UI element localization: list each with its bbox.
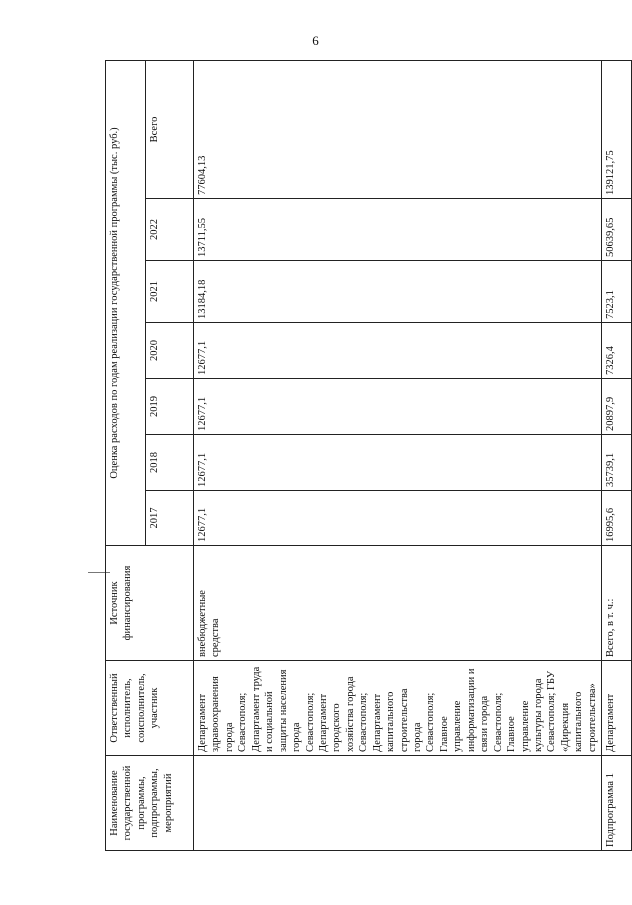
value-cell: 13184,18 [194, 261, 602, 323]
header-expenditure-estimate: Оценка расходов по годам реализации государственной программы (тыс. руб.) [106, 60, 146, 545]
total-value-cell: 139121,75 [602, 60, 632, 198]
page-number: 6 [312, 33, 319, 48]
value-cell: 12677,1 [194, 435, 602, 491]
executor-cell: Департамент здравоохранения города Севастополя; Департамент труда и социальной защиты населения города Севастополя; Департамент городского хозяйства города Севастополя; Департамент капитального строительства города Севастополя; Главное управление информатизации и связи города Севастополя; Главное управление культуры города Севастополя; ГБУ «Дирекция капитального строительства» [194, 661, 602, 756]
header-executor: Ответственный исполнитель, соисполнитель, участник [106, 661, 194, 756]
value-cell: 20897,9 [602, 379, 632, 435]
value-cell: 13711,55 [194, 199, 602, 261]
header-program-name: Наименование государственной программы, подпрограммы, мероприятий [106, 756, 194, 851]
funding-source-cell: Всего, в т. ч.: [602, 546, 632, 661]
value-cell: 12677,1 [194, 323, 602, 379]
value-cell: 50639,65 [602, 199, 632, 261]
program-name-cell: Подпрограмма 1 [602, 756, 632, 851]
header-row [106, 60, 146, 850]
year-header-cell: 2019 [146, 379, 194, 435]
value-cell: 7326,4 [602, 323, 632, 379]
header-funding-source: Источник финансирования [106, 546, 194, 661]
funding-source-cell: внебюджетные средства [194, 546, 602, 661]
year-header-cell: 2020 [146, 323, 194, 379]
value-cell: 35739,1 [602, 435, 632, 491]
table-row [194, 60, 602, 850]
executor-cell: Департамент [602, 661, 632, 756]
table-row [602, 60, 632, 850]
value-cell: 12677,1 [194, 491, 602, 546]
year-header-cell: 2021 [146, 261, 194, 323]
value-cell: 16995,6 [602, 491, 632, 546]
year-header-cell: 2017 [146, 491, 194, 546]
year-header-cell: 2022 [146, 199, 194, 261]
program-name-cell [194, 756, 602, 851]
total-value-cell: 77604,13 [194, 60, 602, 198]
value-cell: 12677,1 [194, 379, 602, 435]
rotated-table-frame [105, 61, 617, 851]
total-header-cell: Всего [146, 60, 194, 198]
expenditure-table [105, 60, 632, 851]
year-header-cell: 2018 [146, 435, 194, 491]
value-cell: 7523,1 [602, 261, 632, 323]
rotated-table-content [105, 61, 617, 851]
